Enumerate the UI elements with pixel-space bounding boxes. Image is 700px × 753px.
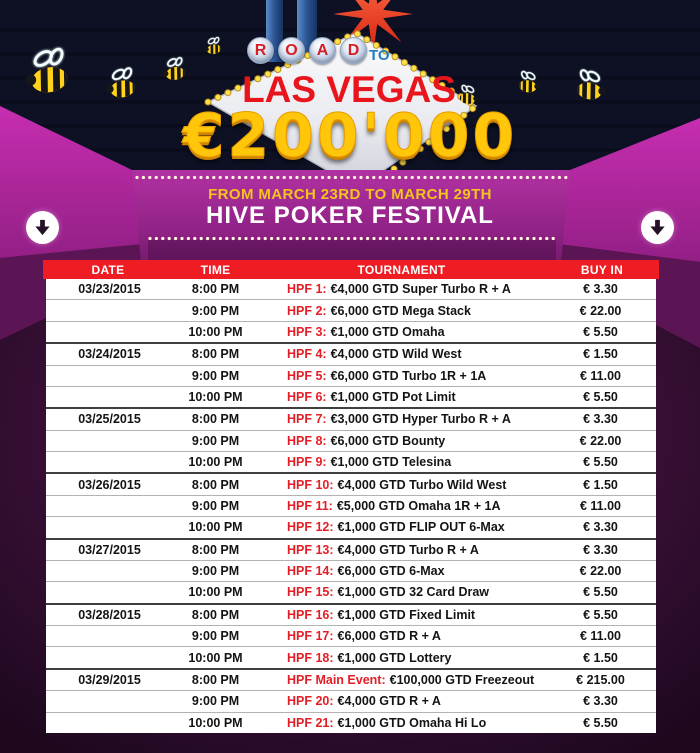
event-name: €4,000 GTD Turbo Wild West [337, 477, 507, 492]
event-name: €5,000 GTD Omaha 1R + 1A [336, 498, 501, 513]
row-buyin: € 11.00 [579, 498, 621, 513]
event-name: €4,000 GTD R + A [337, 694, 441, 709]
table-row [46, 321, 656, 342]
row-buyin: € 1.50 [583, 477, 618, 492]
row-time: 9:00 PM [191, 694, 240, 709]
event-number: HPF 18: [287, 650, 334, 665]
event-number: HPF 5: [287, 368, 327, 383]
column-header-time: TIME [200, 262, 231, 277]
prize-amount: €200'000 [182, 101, 518, 171]
event-name: €1,000 GTD Lottery [337, 650, 452, 665]
event-name: €6,000 GTD R + A [337, 629, 441, 644]
row-tournament [258, 478, 545, 492]
table-row [46, 495, 656, 516]
row-time: 9:00 PM [191, 368, 240, 383]
row-date: 03/27/2015 [78, 542, 141, 557]
row-tournament [258, 629, 545, 643]
event-number: HPF 2: [287, 303, 327, 318]
event-name: €6,000 GTD Turbo 1R + 1A [330, 368, 487, 383]
table-row [46, 668, 656, 690]
row-time: 8:00 PM [191, 672, 240, 687]
event-number: HPF 20: [287, 694, 334, 709]
table-row [46, 407, 656, 429]
down-arrow-icon [648, 218, 667, 237]
table-row [46, 560, 656, 581]
row-time: 8:00 PM [191, 412, 240, 427]
row-buyin: € 3.30 [583, 412, 618, 427]
scroll-down-right-button[interactable] [641, 211, 674, 244]
event-name: €100,000 GTD Freezeout [389, 672, 535, 687]
row-tournament [258, 716, 545, 730]
road-letter: R [247, 37, 274, 64]
table-row [46, 430, 656, 451]
row-buyin: € 5.50 [583, 585, 618, 600]
event-name: €3,000 GTD Hyper Turbo R + A [330, 412, 511, 427]
column-header-tournament: TOURNAMENT [357, 262, 446, 277]
tournament-schedule-table [43, 260, 659, 733]
event-number: HPF 16: [287, 607, 334, 622]
table-row [46, 279, 656, 299]
row-tournament [258, 499, 545, 513]
row-time: 10:00 PM [188, 650, 243, 665]
row-date: 03/28/2015 [78, 607, 141, 622]
table-row [46, 538, 656, 560]
row-buyin: € 3.30 [583, 520, 618, 535]
row-tournament [258, 455, 545, 469]
table-row [46, 365, 656, 386]
table-row [46, 451, 656, 472]
row-time: 10:00 PM [188, 324, 243, 339]
event-number: HPF 1: [287, 282, 327, 297]
row-time: 10:00 PM [188, 455, 243, 470]
event-name: €1,000 GTD Telesina [330, 455, 452, 470]
row-buyin: € 22.00 [579, 564, 622, 579]
table-row [46, 712, 656, 733]
event-number: HPF Main Event: [287, 672, 386, 687]
table-row [46, 625, 656, 646]
row-buyin: € 11.00 [579, 368, 621, 383]
row-time: 8:00 PM [191, 347, 240, 362]
table-row [46, 472, 656, 494]
row-time: 10:00 PM [188, 585, 243, 600]
table-row [46, 690, 656, 711]
schedule-body [46, 279, 656, 733]
row-tournament [258, 390, 545, 404]
event-name: €1,000 GTD FLIP OUT 6-Max [337, 520, 505, 535]
las-vegas-title: LAS VEGAS [242, 69, 456, 110]
row-buyin: € 1.50 [583, 650, 618, 665]
event-name: €1,000 GTD Omaha [330, 324, 445, 339]
event-name: €4,000 GTD Super Turbo R + A [330, 282, 511, 297]
road-letter: D [340, 37, 367, 64]
to-label: TO [369, 47, 390, 64]
event-number: HPF 21: [287, 715, 334, 730]
row-tournament [258, 325, 545, 339]
row-buyin: € 5.50 [583, 715, 618, 730]
row-date: 03/29/2015 [78, 672, 141, 687]
row-buyin: € 215.00 [576, 672, 625, 687]
row-time: 10:00 PM [188, 390, 243, 405]
event-number: HPF 10: [287, 477, 334, 492]
event-number: HPF 11: [287, 498, 333, 513]
column-header-buyin: BUY IN [580, 262, 624, 277]
row-buyin: € 5.50 [583, 324, 618, 339]
table-row [46, 646, 656, 667]
row-tournament [258, 694, 545, 708]
row-tournament [258, 564, 545, 578]
row-date: 03/23/2015 [78, 282, 141, 297]
row-time: 8:00 PM [191, 477, 240, 492]
down-arrow-icon [33, 218, 52, 237]
row-time: 10:00 PM [188, 715, 243, 730]
row-buyin: € 3.30 [583, 542, 618, 557]
schedule-header-row [43, 260, 659, 279]
row-buyin: € 1.50 [583, 347, 618, 362]
festival-title: HIVE POKER FESTIVAL [206, 202, 494, 229]
row-tournament [258, 282, 545, 296]
column-header-date: DATE [91, 262, 125, 277]
event-number: HPF 6: [287, 390, 327, 405]
row-time: 8:00 PM [191, 607, 240, 622]
row-tournament [258, 543, 545, 557]
row-buyin: € 5.50 [583, 390, 618, 405]
row-tournament [258, 347, 545, 361]
event-name: €1,000 GTD 32 Card Draw [337, 585, 490, 600]
row-buyin: € 5.50 [583, 455, 618, 470]
row-buyin: € 22.00 [579, 433, 622, 448]
event-name: €1,000 GTD Omaha Hi Lo [337, 715, 487, 730]
table-row [46, 581, 656, 602]
event-number: HPF 4: [287, 347, 327, 362]
row-buyin: € 3.30 [583, 694, 618, 709]
row-time: 8:00 PM [191, 542, 240, 557]
row-tournament [258, 673, 545, 687]
event-name: €4,000 GTD Turbo R + A [337, 542, 479, 557]
row-time: 10:00 PM [188, 520, 243, 535]
row-tournament [258, 369, 545, 383]
row-date: 03/26/2015 [78, 477, 141, 492]
row-tournament [258, 412, 545, 426]
row-tournament [258, 434, 545, 448]
row-time: 9:00 PM [191, 303, 240, 318]
event-name: €6,000 GTD Mega Stack [330, 303, 471, 318]
road-letter-circles [247, 37, 367, 64]
table-row [46, 386, 656, 407]
event-number: HPF 3: [287, 324, 327, 339]
table-row [46, 299, 656, 320]
row-tournament [258, 651, 545, 665]
row-buyin: € 11.00 [579, 629, 621, 644]
event-number: HPF 14: [287, 564, 334, 579]
row-time: 9:00 PM [191, 433, 240, 448]
row-time: 8:00 PM [191, 282, 240, 297]
row-time: 9:00 PM [191, 629, 240, 644]
event-name: €1,000 GTD Pot Limit [330, 390, 456, 405]
event-name: €6,000 GTD 6-Max [337, 564, 445, 579]
event-name: €4,000 GTD Wild West [330, 347, 462, 362]
row-time: 9:00 PM [191, 564, 240, 579]
row-tournament [258, 520, 545, 534]
row-date: 03/25/2015 [78, 412, 141, 427]
event-number: HPF 12: [287, 520, 334, 535]
row-date: 03/24/2015 [78, 347, 141, 362]
row-tournament [258, 608, 545, 622]
banner-face-bottom-shade [148, 240, 556, 262]
event-number: HPF 15: [287, 585, 334, 600]
event-number: HPF 8: [287, 433, 327, 448]
row-time: 9:00 PM [191, 498, 240, 513]
event-number: HPF 17: [287, 629, 334, 644]
row-tournament [258, 304, 545, 318]
row-buyin: € 5.50 [583, 607, 618, 622]
event-number: HPF 9: [287, 455, 327, 470]
table-row [46, 603, 656, 625]
row-buyin: € 3.30 [583, 282, 618, 297]
table-row [46, 516, 656, 537]
row-tournament [258, 585, 545, 599]
event-number: HPF 7: [287, 412, 327, 427]
table-row [46, 342, 656, 364]
road-letter: O [278, 37, 305, 64]
scroll-down-left-button[interactable] [26, 211, 59, 244]
row-buyin: € 22.00 [579, 303, 622, 318]
festival-dates: FROM MARCH 23RD TO MARCH 29TH [208, 186, 492, 203]
road-letter: A [309, 37, 336, 64]
event-name: €1,000 GTD Fixed Limit [337, 607, 476, 622]
event-number: HPF 13: [287, 542, 334, 557]
event-name: €6,000 GTD Bounty [330, 433, 446, 448]
